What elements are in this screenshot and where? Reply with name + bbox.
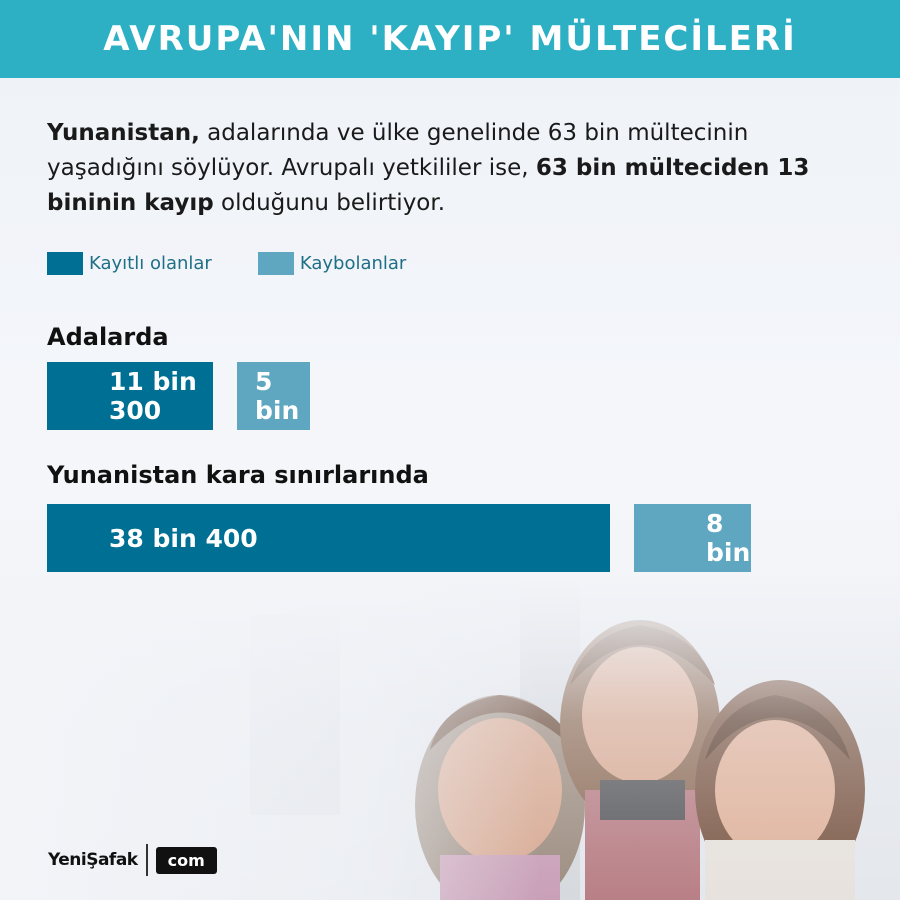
logo-text: YeniŞafak xyxy=(48,850,138,870)
legend-swatch-registered xyxy=(47,252,83,275)
bar-label-registered-0: 11 bin 300 xyxy=(109,367,197,425)
intro-paragraph xyxy=(47,116,867,221)
logo-divider xyxy=(146,844,148,876)
legend-label-missing: Kaybolanlar xyxy=(299,253,407,274)
bar-registered-0 xyxy=(47,362,213,430)
bar-label-registered-1: 38 bin 400 xyxy=(109,523,258,553)
header-banner xyxy=(0,0,900,78)
logo-com-badge: com xyxy=(156,847,217,874)
legend-item-registered xyxy=(47,252,212,275)
legend-label-registered: Kayıtlı olanlar xyxy=(89,253,212,274)
intro-bold-missing: 63 bin mülteciden 13 bininin kayıp xyxy=(47,155,810,216)
legend-swatch-missing xyxy=(258,252,294,275)
bar-registered-1 xyxy=(47,504,610,572)
bar-label-missing-1: 8 bin xyxy=(706,509,751,567)
page-title: AVRUPA'NIN 'KAYIP' MÜLTECİLERİ xyxy=(103,19,797,59)
group-title-1: Yunanistan kara sınırlarında xyxy=(47,461,429,489)
intro-bold-country: Yunanistan, xyxy=(47,120,200,146)
intro-text-2: olduğunu belirtiyor. xyxy=(213,190,446,216)
group-title-0: Adalarda xyxy=(47,323,169,351)
bar-missing-0 xyxy=(237,362,310,430)
legend xyxy=(47,252,452,275)
bar-label-missing-0: 5 bin xyxy=(255,367,300,425)
brand-logo xyxy=(48,844,217,876)
legend-item-missing xyxy=(258,252,406,275)
bar-missing-1 xyxy=(634,504,751,572)
intro-text-1: adalarında ve ülke genelinde 63 bin mültecinin yaşadığını söylüyor. Avrupalı yetkililer ise, xyxy=(47,120,749,181)
